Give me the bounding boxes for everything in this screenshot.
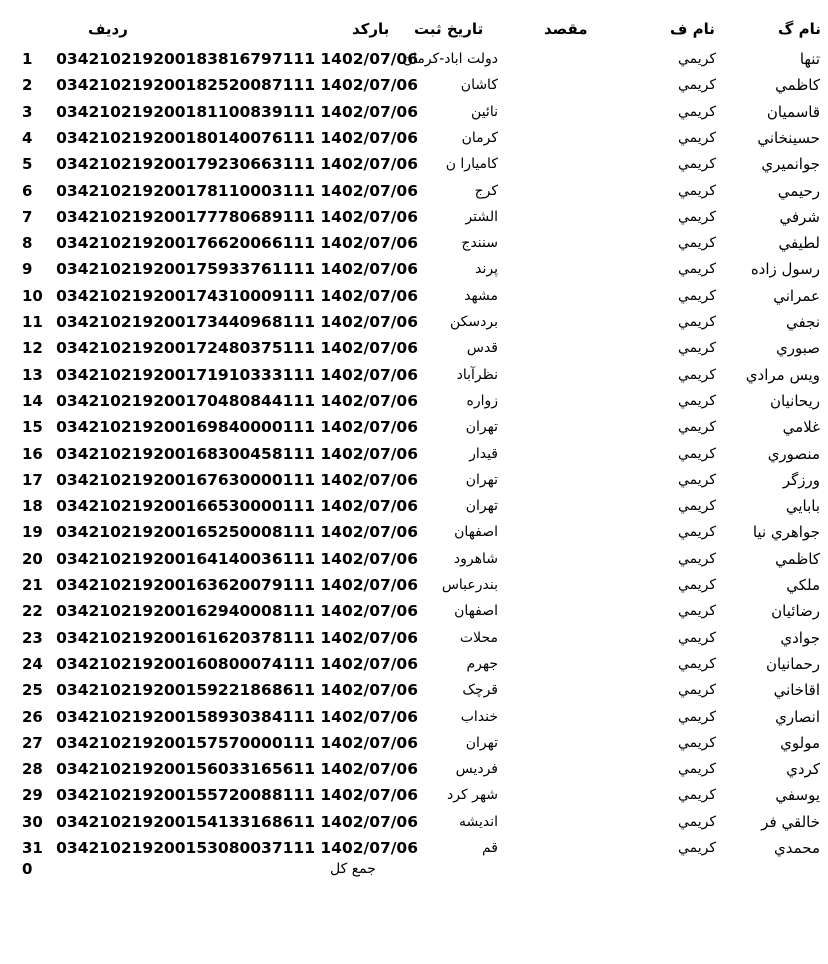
row-number: 15 bbox=[22, 418, 43, 437]
table-row bbox=[0, 572, 828, 598]
date-cell: 1402/07/06 bbox=[320, 760, 418, 779]
destination-cell: شاهرود bbox=[453, 550, 498, 567]
table-row bbox=[0, 493, 828, 519]
destination-cell: کاشان bbox=[460, 77, 498, 94]
barcode-date-cell bbox=[56, 335, 418, 361]
row-number: 25 bbox=[22, 681, 43, 700]
table-row bbox=[0, 283, 828, 309]
last-name-cell: محمدي bbox=[773, 839, 820, 857]
barcode-date-cell bbox=[56, 598, 418, 624]
barcode-date-cell bbox=[56, 309, 418, 335]
last-name-cell: شرفي bbox=[779, 207, 820, 226]
row-number: 9 bbox=[22, 260, 33, 279]
date-cell: 1402/07/06 bbox=[320, 286, 418, 305]
destination-cell: خنداب bbox=[460, 708, 498, 725]
barcode-cell: 034210219200164140036111 bbox=[56, 549, 315, 568]
first-name-cell: کريمي bbox=[677, 603, 716, 620]
barcode-date-cell bbox=[56, 467, 418, 493]
table-row bbox=[0, 809, 828, 835]
header-first-name: نام ف bbox=[670, 20, 715, 38]
date-cell: 1402/07/06 bbox=[320, 839, 418, 857]
destination-cell: پرند bbox=[475, 261, 498, 278]
last-name-cell: ريحانيان bbox=[770, 391, 820, 410]
destination-cell: دولت اباد-کرمان bbox=[402, 51, 498, 67]
last-name-cell: نجفي bbox=[786, 313, 820, 331]
row-number: 26 bbox=[22, 707, 43, 726]
table-row bbox=[0, 730, 828, 756]
barcode-cell: 034210219200163620079111 bbox=[56, 576, 315, 594]
date-cell: 1402/07/06 bbox=[320, 102, 418, 121]
barcode-cell: 034210219200160800074111 bbox=[56, 654, 315, 673]
barcode-date-cell bbox=[56, 572, 418, 598]
barcode-date-cell bbox=[56, 441, 418, 467]
date-cell: 1402/07/06 bbox=[320, 391, 418, 410]
row-number: 21 bbox=[22, 576, 43, 594]
barcode-date-cell bbox=[56, 730, 418, 756]
destination-cell: قدس bbox=[466, 340, 498, 357]
first-name-cell: کريمي bbox=[677, 77, 716, 94]
barcode-date-cell bbox=[56, 388, 418, 414]
header-barcode: بارکد bbox=[352, 20, 390, 38]
last-name-cell: مولوي bbox=[780, 733, 820, 752]
barcode-cell: 034210219200175933761111 bbox=[56, 260, 315, 279]
row-number: 14 bbox=[22, 391, 43, 410]
row-number: 31 bbox=[22, 839, 43, 857]
barcode-cell: 034210219200159221868611 bbox=[56, 681, 315, 700]
last-name-cell: رضائيان bbox=[771, 602, 820, 621]
date-cell: 1402/07/06 bbox=[320, 523, 418, 542]
barcode-cell: 034210219200170480844111 bbox=[56, 391, 315, 410]
first-name-cell: کريمي bbox=[677, 734, 716, 751]
last-name-cell: غلامي bbox=[782, 418, 820, 437]
barcode-cell: 034210219200155720088111 bbox=[56, 786, 315, 805]
destination-cell: تهران bbox=[465, 471, 498, 488]
destination-cell: محلات bbox=[459, 629, 498, 646]
barcode-cell: 034210219200171910333111 bbox=[56, 365, 315, 384]
last-name-cell: انصاري bbox=[775, 707, 820, 726]
barcode-date-cell bbox=[56, 256, 418, 282]
first-name-cell: کريمي bbox=[677, 655, 716, 672]
row-number: 3 bbox=[22, 102, 33, 121]
row-number: 17 bbox=[22, 470, 43, 489]
date-cell: 1402/07/06 bbox=[320, 313, 418, 331]
last-name-cell: جوادي bbox=[780, 628, 820, 647]
barcode-cell: 034210219200176620066111 bbox=[56, 234, 315, 253]
first-name-cell: کريمي bbox=[677, 471, 716, 488]
table-row bbox=[0, 204, 828, 230]
last-name-cell: رحيمي bbox=[777, 181, 820, 200]
barcode-cell: 034210219200179230663111 bbox=[56, 155, 315, 174]
barcode-cell: 034210219200181100839111 bbox=[56, 102, 315, 121]
total-value: 0 bbox=[22, 860, 33, 878]
first-name-cell: کريمي bbox=[677, 419, 716, 436]
first-name-cell: کريمي bbox=[677, 840, 716, 856]
row-number: 28 bbox=[22, 760, 43, 779]
last-name-cell: خالقي فر bbox=[761, 812, 820, 831]
last-name-cell: رسول زاده bbox=[750, 260, 820, 279]
destination-cell: مشهد bbox=[464, 287, 498, 304]
table-row bbox=[0, 125, 828, 151]
last-name-cell: رحمانيان bbox=[765, 654, 820, 673]
date-cell: 1402/07/06 bbox=[320, 733, 418, 752]
row-number: 4 bbox=[22, 128, 33, 147]
last-name-cell: کاظمي bbox=[775, 76, 820, 95]
first-name-cell: کريمي bbox=[677, 761, 716, 778]
row-number: 12 bbox=[22, 339, 43, 358]
row-number: 20 bbox=[22, 549, 43, 568]
barcode-date-cell bbox=[56, 362, 418, 388]
barcode-date-cell bbox=[56, 283, 418, 309]
first-name-cell: کريمي bbox=[677, 340, 716, 357]
row-number: 11 bbox=[22, 313, 43, 331]
first-name-cell: کريمي bbox=[677, 235, 716, 252]
last-name-cell: حسينخاني bbox=[757, 128, 820, 147]
last-name-cell: قاسميان bbox=[766, 102, 820, 121]
barcode-cell: 034210219200183816797111 bbox=[56, 50, 315, 68]
table-row bbox=[0, 362, 828, 388]
barcode-cell: 034210219200153080037111 bbox=[56, 839, 315, 857]
first-name-cell: کريمي bbox=[677, 103, 716, 120]
destination-cell: کاميارا ن bbox=[445, 156, 498, 173]
barcode-date-cell bbox=[56, 46, 418, 72]
row-number: 16 bbox=[22, 444, 43, 463]
destination-cell: فرديس bbox=[455, 761, 498, 778]
row-number: 7 bbox=[22, 207, 33, 226]
first-name-cell: کريمي bbox=[677, 550, 716, 567]
header-last-name: نام گ bbox=[778, 20, 821, 38]
header-row-no: ردیف bbox=[88, 20, 128, 38]
table-row bbox=[0, 388, 828, 414]
barcode-date-cell bbox=[56, 414, 418, 440]
table-row bbox=[0, 99, 828, 125]
table-row bbox=[0, 46, 828, 72]
date-cell: 1402/07/06 bbox=[320, 155, 418, 174]
barcode-cell: 034210219200169840000111 bbox=[56, 418, 315, 437]
date-cell: 1402/07/06 bbox=[320, 76, 418, 95]
destination-cell: شهر کرد bbox=[447, 787, 498, 804]
date-cell: 1402/07/06 bbox=[320, 234, 418, 253]
date-cell: 1402/07/06 bbox=[320, 50, 418, 68]
first-name-cell: کريمي bbox=[677, 629, 716, 646]
first-name-cell: کريمي bbox=[677, 208, 716, 225]
footer-row bbox=[0, 856, 828, 882]
barcode-cell: 034210219200182520087111 bbox=[56, 76, 315, 95]
header-destination: مقصد bbox=[544, 20, 588, 38]
row-number: 24 bbox=[22, 654, 43, 673]
barcode-date-cell bbox=[56, 756, 418, 782]
last-name-cell: عمراني bbox=[773, 286, 820, 305]
table-row bbox=[0, 625, 828, 651]
last-name-cell: ويس مرادي bbox=[745, 365, 820, 384]
first-name-cell: کريمي bbox=[677, 787, 716, 804]
destination-cell: قيدار bbox=[469, 445, 498, 462]
destination-cell: الشتر bbox=[465, 208, 498, 225]
barcode-cell: 034210219200154133168611 bbox=[56, 812, 315, 831]
first-name-cell: کريمي bbox=[677, 287, 716, 304]
barcode-date-cell bbox=[56, 677, 418, 703]
table-row bbox=[0, 704, 828, 730]
barcode-date-cell bbox=[56, 178, 418, 204]
table-row bbox=[0, 598, 828, 624]
date-cell: 1402/07/06 bbox=[320, 654, 418, 673]
barcode-date-cell bbox=[56, 625, 418, 651]
row-number: 13 bbox=[22, 365, 43, 384]
row-number: 18 bbox=[22, 497, 43, 516]
first-name-cell: کريمي bbox=[677, 524, 716, 541]
barcode-cell: 034210219200161620378111 bbox=[56, 628, 315, 647]
barcode-cell: 034210219200156033165611 bbox=[56, 760, 315, 779]
first-name-cell: کريمي bbox=[677, 261, 716, 278]
row-number: 2 bbox=[22, 76, 33, 95]
date-cell: 1402/07/06 bbox=[320, 812, 418, 831]
barcode-date-cell bbox=[56, 99, 418, 125]
barcode-cell: 034210219200178110003111 bbox=[56, 181, 315, 200]
table-row bbox=[0, 467, 828, 493]
row-number: 8 bbox=[22, 234, 33, 253]
destination-cell: سنندج bbox=[461, 235, 498, 252]
barcode-cell: 034210219200165250008111 bbox=[56, 523, 315, 542]
date-cell: 1402/07/06 bbox=[320, 181, 418, 200]
destination-cell: قم bbox=[481, 840, 498, 856]
row-number: 29 bbox=[22, 786, 43, 805]
first-name-cell: کريمي bbox=[677, 392, 716, 409]
first-name-cell: کريمي bbox=[677, 445, 716, 462]
first-name-cell: کريمي bbox=[677, 708, 716, 725]
date-cell: 1402/07/06 bbox=[320, 497, 418, 516]
destination-cell: جهرم bbox=[466, 655, 498, 672]
first-name-cell: کريمي bbox=[677, 813, 716, 830]
last-name-cell: کردي bbox=[786, 760, 820, 779]
barcode-cell: 034210219200157570000111 bbox=[56, 733, 315, 752]
row-number: 22 bbox=[22, 602, 43, 621]
table-row bbox=[0, 72, 828, 98]
row-number: 1 bbox=[22, 50, 33, 68]
barcode-cell: 034210219200167630000111 bbox=[56, 470, 315, 489]
barcode-date-cell bbox=[56, 782, 418, 808]
date-cell: 1402/07/06 bbox=[320, 207, 418, 226]
barcode-cell: 034210219200172480375111 bbox=[56, 339, 315, 358]
date-cell: 1402/07/06 bbox=[320, 418, 418, 437]
date-cell: 1402/07/06 bbox=[320, 470, 418, 489]
date-cell: 1402/07/06 bbox=[320, 576, 418, 594]
last-name-cell: جواهري نيا bbox=[752, 523, 820, 542]
header-date: تاریخ ثبت bbox=[414, 20, 484, 38]
table-row bbox=[0, 441, 828, 467]
first-name-cell: کريمي bbox=[677, 182, 716, 199]
table-row bbox=[0, 651, 828, 677]
first-name-cell: کريمي bbox=[677, 129, 716, 146]
last-name-cell: کاظمي bbox=[775, 549, 820, 568]
destination-cell: نظرآباد bbox=[456, 366, 498, 383]
barcode-cell: 034210219200173440968111 bbox=[56, 313, 315, 331]
barcode-date-cell bbox=[56, 704, 418, 730]
destination-cell: اصفهان bbox=[454, 524, 498, 541]
date-cell: 1402/07/06 bbox=[320, 128, 418, 147]
first-name-cell: کريمي bbox=[677, 498, 716, 515]
destination-cell: انديشه bbox=[458, 813, 498, 830]
date-cell: 1402/07/06 bbox=[320, 628, 418, 647]
table-row bbox=[0, 256, 828, 282]
date-cell: 1402/07/06 bbox=[320, 365, 418, 384]
barcode-cell: 034210219200158930384111 bbox=[56, 707, 315, 726]
last-name-cell: منصوري bbox=[767, 444, 820, 463]
last-name-cell: بابايي bbox=[785, 497, 820, 516]
barcode-date-cell bbox=[56, 519, 418, 545]
destination-cell: کرمان bbox=[461, 129, 498, 146]
barcode-date-cell bbox=[56, 151, 418, 177]
destination-cell: نائين bbox=[471, 103, 498, 120]
table-row bbox=[0, 178, 828, 204]
destination-cell: تهران bbox=[465, 734, 498, 751]
date-cell: 1402/07/06 bbox=[320, 786, 418, 805]
table-row bbox=[0, 677, 828, 703]
row-number: 27 bbox=[22, 733, 43, 752]
row-number: 5 bbox=[22, 155, 33, 174]
barcode-cell: 034210219200180140076111 bbox=[56, 128, 315, 147]
barcode-date-cell bbox=[56, 546, 418, 572]
total-label: جمع کل bbox=[330, 861, 376, 877]
table-row bbox=[0, 309, 828, 335]
table-row bbox=[0, 151, 828, 177]
barcode-date-cell bbox=[56, 809, 418, 835]
destination-cell: زواره bbox=[466, 392, 498, 409]
table-row bbox=[0, 230, 828, 256]
barcode-cell: 034210219200168300458111 bbox=[56, 444, 315, 463]
last-name-cell: لطيفي bbox=[778, 234, 820, 253]
first-name-cell: کريمي bbox=[677, 682, 716, 699]
last-name-cell: ورزگر bbox=[782, 470, 820, 489]
barcode-cell: 034210219200166530000111 bbox=[56, 497, 315, 516]
table-row bbox=[0, 335, 828, 361]
date-cell: 1402/07/06 bbox=[320, 549, 418, 568]
destination-cell: تهران bbox=[465, 498, 498, 515]
last-name-cell: اقاخاني bbox=[773, 681, 820, 700]
row-number: 6 bbox=[22, 181, 33, 200]
barcode-date-cell bbox=[56, 204, 418, 230]
row-number: 19 bbox=[22, 523, 43, 542]
row-number: 10 bbox=[22, 286, 43, 305]
first-name-cell: کريمي bbox=[677, 156, 716, 173]
date-cell: 1402/07/06 bbox=[320, 339, 418, 358]
table-row bbox=[0, 782, 828, 808]
destination-cell: کرج bbox=[474, 182, 498, 199]
destination-cell: اصفهان bbox=[454, 603, 498, 620]
destination-cell: تهران bbox=[465, 419, 498, 436]
first-name-cell: کريمي bbox=[677, 51, 716, 67]
barcode-date-cell bbox=[56, 72, 418, 98]
destination-cell: بندرعباس bbox=[441, 577, 498, 593]
table-row bbox=[0, 546, 828, 572]
table-row bbox=[0, 519, 828, 545]
row-number: 30 bbox=[22, 812, 43, 831]
first-name-cell: کريمي bbox=[677, 314, 716, 330]
first-name-cell: کريمي bbox=[677, 577, 716, 593]
barcode-date-cell bbox=[56, 125, 418, 151]
date-cell: 1402/07/06 bbox=[320, 602, 418, 621]
last-name-cell: تنها bbox=[799, 50, 820, 68]
barcode-cell: 034210219200177780689111 bbox=[56, 207, 315, 226]
barcode-date-cell bbox=[56, 493, 418, 519]
last-name-cell: جوانميري bbox=[761, 155, 820, 174]
first-name-cell: کريمي bbox=[677, 366, 716, 383]
destination-cell: قرچک bbox=[462, 682, 498, 699]
date-cell: 1402/07/06 bbox=[320, 260, 418, 279]
date-cell: 1402/07/06 bbox=[320, 444, 418, 463]
last-name-cell: يوسفي bbox=[775, 786, 820, 805]
table-row bbox=[0, 414, 828, 440]
barcode-date-cell bbox=[56, 230, 418, 256]
date-cell: 1402/07/06 bbox=[320, 681, 418, 700]
date-cell: 1402/07/06 bbox=[320, 707, 418, 726]
barcode-cell: 034210219200174310009111 bbox=[56, 286, 315, 305]
table-row bbox=[0, 756, 828, 782]
barcode-date-cell bbox=[56, 651, 418, 677]
row-number: 23 bbox=[22, 628, 43, 647]
last-name-cell: صبوري bbox=[776, 339, 820, 358]
barcode-cell: 034210219200162940008111 bbox=[56, 602, 315, 621]
last-name-cell: ملکي bbox=[786, 576, 820, 594]
destination-cell: بردسکن bbox=[450, 314, 498, 330]
